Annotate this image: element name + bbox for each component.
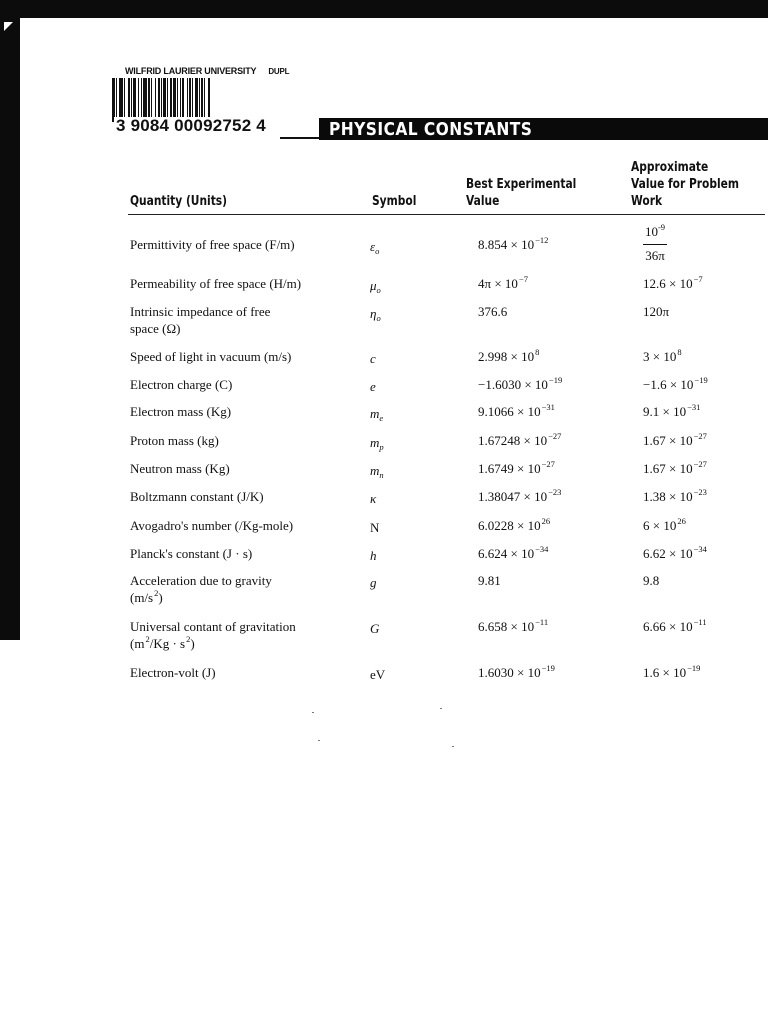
approx-mantissa: 120π — [643, 304, 670, 319]
value-mantissa: 6.624 × 10 — [478, 546, 535, 561]
row-quantity — [130, 545, 252, 562]
row-quantity — [130, 664, 216, 681]
symbol-letter: c — [370, 351, 376, 366]
row-quantity — [130, 403, 231, 420]
quantity-line2: (m/s — [130, 590, 154, 605]
approx-mantissa: 9.8 — [643, 573, 660, 588]
row-best-value — [478, 236, 548, 255]
barcode-bar — [112, 78, 115, 122]
quantity-line1: Boltzmann constant (J/K) — [130, 489, 264, 504]
approx-mantissa: −1.6 × 10 — [643, 377, 694, 392]
symbol-letter: ε — [370, 239, 376, 254]
quantity-line1: Electron charge (C) — [130, 377, 233, 392]
symbol-subscript: o — [376, 313, 381, 323]
value-mantissa: 6.658 × 10 — [478, 619, 535, 634]
quantity-line1: Intrinsic impedance of free — [130, 304, 271, 319]
row-best-value — [478, 275, 528, 294]
scan-speck — [312, 712, 314, 713]
row-best-value — [478, 376, 562, 395]
row-best-value — [478, 460, 555, 479]
quantity-line1: Permittivity of free space (F/m) — [130, 237, 295, 252]
value-mantissa: 8.854 × 10 — [478, 237, 535, 252]
row-quantity — [130, 432, 219, 449]
quantity-line2: (m — [130, 636, 145, 651]
numerator-base: 10 — [644, 224, 658, 239]
row-best-value — [478, 545, 548, 564]
column-header-approx-1: Approximate — [631, 160, 709, 175]
quantity-line1: Proton mass (kg) — [130, 433, 219, 448]
row-best-value — [478, 618, 548, 637]
approx-mantissa: 1.67 × 10 — [643, 433, 693, 448]
approx-mantissa: 9.1 × 10 — [643, 404, 687, 419]
approx-exponent: −34 — [693, 544, 707, 554]
row-approx-value — [643, 488, 707, 507]
symbol-letter: m — [370, 406, 380, 421]
scan-speck — [318, 740, 320, 741]
row-quantity — [130, 488, 264, 505]
symbol-letter: G — [370, 621, 380, 636]
column-header-best-1: Best Experimental — [466, 177, 577, 192]
row-symbol — [370, 405, 383, 424]
approx-exponent: 8 — [677, 347, 682, 357]
scan-left-border — [0, 0, 20, 640]
row-best-value — [478, 488, 561, 507]
quantity-line1: Universal contant of gravitation — [130, 619, 296, 634]
row-best-value — [478, 664, 555, 683]
fraction-bar — [643, 244, 667, 245]
row-approx-value — [643, 303, 669, 320]
approx-exponent: −19 — [694, 375, 708, 385]
approx-exponent: −11 — [693, 617, 707, 627]
row-quantity — [130, 460, 230, 477]
value-mantissa: 2.998 × 10 — [478, 349, 535, 364]
approx-mantissa: 1.6 × 10 — [643, 665, 687, 680]
approx-exponent: −7 — [693, 274, 703, 284]
value-exponent: −12 — [535, 235, 549, 245]
row-symbol — [370, 547, 377, 564]
row-quantity — [130, 572, 272, 608]
approx-exponent: −27 — [693, 431, 707, 441]
row-symbol — [370, 490, 376, 507]
value-exponent: −31 — [541, 402, 555, 412]
quantity-line1: Permeability of free space (H/m) — [130, 276, 302, 291]
value-exponent: −23 — [548, 487, 562, 497]
barcode-tag: DUPL — [268, 67, 290, 76]
approx-fraction — [643, 224, 667, 264]
row-symbol — [370, 519, 379, 536]
unit-exponent: 2 — [145, 634, 150, 644]
row-best-value — [478, 517, 550, 536]
row-approx-value — [643, 664, 700, 683]
symbol-subscript: n — [379, 470, 384, 480]
unit-exponent: 2 — [154, 588, 159, 598]
value-exponent: −7 — [518, 274, 528, 284]
approx-exponent: −31 — [687, 402, 701, 412]
scan-speck — [440, 708, 442, 709]
scan-speck — [452, 746, 454, 747]
title-bar — [319, 118, 768, 140]
row-quantity — [130, 303, 270, 337]
quantity-line1: Speed of light in vacuum (m/s) — [130, 349, 292, 364]
quantity-line2: space (Ω) — [130, 321, 181, 336]
row-quantity — [130, 348, 291, 365]
approx-mantissa: 6 × 10 — [643, 518, 677, 533]
row-symbol — [370, 277, 381, 296]
quantity-line1: Electron mass (Kg) — [130, 404, 232, 419]
value-exponent: −11 — [535, 617, 549, 627]
symbol-letter: h — [370, 548, 377, 563]
row-symbol — [370, 462, 384, 481]
quantity-line1: Planck's constant (J · s) — [130, 546, 253, 561]
row-approx-value — [643, 403, 700, 422]
row-approx-value — [643, 348, 682, 367]
row-symbol — [370, 305, 381, 324]
quantity-line1: Neutron mass (Kg) — [130, 461, 230, 476]
value-mantissa: 1.38047 × 10 — [478, 489, 548, 504]
approx-mantissa: 1.67 × 10 — [643, 461, 693, 476]
row-approx-value — [643, 376, 708, 395]
row-approx-value — [643, 275, 703, 294]
library-name: WILFRID LAURIER UNIVERSITY — [125, 66, 257, 76]
barcode-label — [125, 66, 289, 76]
symbol-letter: m — [370, 435, 380, 450]
scan-top-border — [0, 0, 768, 18]
symbol-letter: g — [370, 575, 377, 590]
value-mantissa: 4π × 10 — [478, 276, 518, 291]
row-symbol — [370, 238, 379, 257]
value-mantissa: −1.6030 × 10 — [478, 377, 548, 392]
column-header-approx-3: Work — [631, 194, 663, 209]
approx-mantissa: 1.38 × 10 — [643, 489, 693, 504]
row-approx-value — [643, 517, 686, 536]
symbol-letter: eV — [370, 667, 386, 682]
row-best-value — [478, 303, 507, 320]
row-approx-value — [643, 432, 707, 451]
approx-mantissa: 3 × 10 — [643, 349, 677, 364]
symbol-letter: N — [370, 520, 380, 535]
row-symbol — [370, 574, 377, 591]
value-exponent: −19 — [548, 375, 563, 385]
symbol-letter: μ — [370, 278, 377, 293]
row-quantity — [130, 517, 293, 534]
row-best-value — [478, 432, 561, 451]
symbol-letter: η — [370, 306, 377, 321]
value-mantissa: 1.6749 × 10 — [478, 461, 541, 476]
fraction-denominator: 36π — [645, 248, 665, 263]
row-approx-value — [643, 618, 707, 637]
column-header-symbol: Symbol — [372, 194, 417, 209]
row-best-value — [478, 572, 501, 589]
row-quantity — [130, 618, 296, 654]
row-symbol — [370, 666, 385, 683]
approx-mantissa: 6.66 × 10 — [643, 619, 693, 634]
scan-corner-mark — [4, 22, 13, 31]
row-symbol — [370, 434, 384, 453]
approx-exponent: −23 — [693, 487, 707, 497]
row-quantity — [130, 275, 301, 292]
column-header-best-2: Value — [466, 194, 500, 209]
row-quantity — [130, 236, 295, 253]
approx-mantissa: 6.62 × 10 — [643, 546, 693, 561]
fraction-numerator — [643, 224, 667, 241]
row-quantity — [130, 376, 232, 393]
symbol-subscript: e — [379, 413, 384, 423]
approx-exponent: 26 — [677, 516, 686, 526]
row-approx-value — [643, 460, 707, 479]
value-exponent: −27 — [548, 431, 562, 441]
value-mantissa: 6.0228 × 10 — [478, 518, 541, 533]
row-symbol — [370, 620, 379, 637]
symbol-subscript: o — [376, 285, 381, 295]
approx-exponent: −27 — [693, 459, 707, 469]
value-exponent: −34 — [535, 544, 549, 554]
unit-tail: ) — [158, 590, 163, 605]
value-mantissa: 9.1066 × 10 — [478, 404, 541, 419]
value-mantissa: 9.81 — [478, 573, 501, 588]
value-mantissa: 376.6 — [478, 304, 508, 319]
row-symbol — [370, 378, 376, 395]
value-mantissa: 1.6030 × 10 — [478, 665, 541, 680]
quantity-line1: Acceleration due to gravity — [130, 573, 272, 588]
symbol-letter: m — [370, 463, 380, 478]
symbol-letter: κ — [370, 491, 377, 506]
value-exponent: 26 — [541, 516, 551, 526]
symbol-letter: e — [370, 379, 376, 394]
symbol-subscript: o — [375, 246, 380, 256]
value-mantissa: 1.67248 × 10 — [478, 433, 548, 448]
row-best-value — [478, 348, 539, 367]
column-header-approx-2: Value for Problem — [631, 177, 739, 192]
unit-exponent: 2 — [186, 634, 191, 644]
quantity-line1: Avogadro's number (/Kg-mole) — [130, 518, 294, 533]
value-exponent: 8 — [535, 347, 540, 357]
barcode-number: 3 9084 00092752 4 — [116, 116, 266, 135]
value-exponent: −27 — [541, 459, 555, 469]
page-title: PHYSICAL CONSTANTS — [329, 119, 533, 140]
column-header-quantity: Quantity (Units) — [130, 194, 228, 209]
symbol-subscript: p — [379, 442, 384, 452]
unit-tail: ) — [190, 636, 195, 651]
approx-mantissa: 12.6 × 10 — [643, 276, 693, 291]
numerator-exponent: -9 — [657, 222, 666, 232]
row-best-value — [478, 403, 555, 422]
header-rule — [128, 214, 765, 215]
title-rule — [280, 137, 320, 139]
unit-tail: /Kg · s — [149, 636, 186, 651]
row-symbol — [370, 350, 376, 367]
approx-exponent: −19 — [687, 663, 701, 673]
row-approx-value — [643, 545, 707, 564]
value-exponent: −19 — [541, 663, 555, 673]
quantity-line1: Electron-volt (J) — [130, 665, 216, 680]
row-approx-value — [643, 572, 659, 589]
